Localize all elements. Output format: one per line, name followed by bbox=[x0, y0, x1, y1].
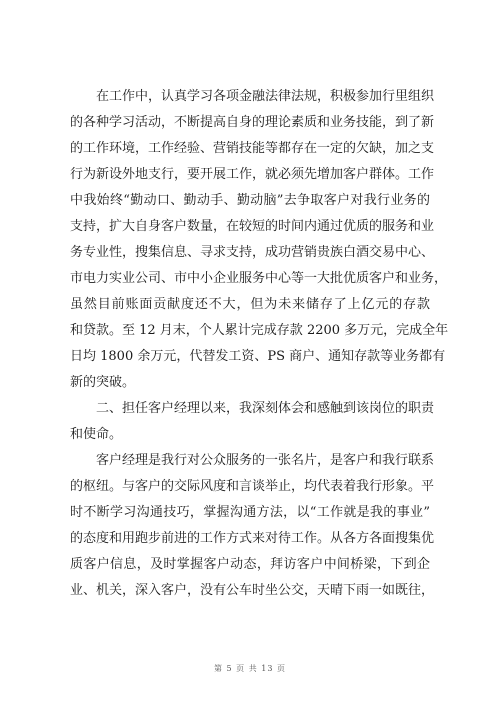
text-line: 质客户信息，及时掌握客户动态，拜访客户中间桥梁，下到企 bbox=[70, 557, 430, 572]
text-line: 行为新设外地支行，要开展工作，就必须先增加客户群体。工作 bbox=[70, 167, 435, 182]
paragraph-account-manager-role bbox=[70, 448, 435, 604]
text-line: 中我始终“勤动口、勤动手、勤动脑”去争取客户对我行业务的 bbox=[70, 193, 430, 208]
text-line: 日均 1800 余万元，代替发工资、PS 商户、通知存款等业务都有 bbox=[70, 349, 446, 364]
body-text bbox=[70, 84, 449, 604]
text-line: 和贷款。至 12 月末，个人累计完成存款 2200 多万元，完成全年 bbox=[70, 323, 449, 338]
text-line: 支持，扩大自身客户数量，在较短的时间内通过优质的服务和业 bbox=[70, 219, 435, 234]
paragraph-work-summary bbox=[70, 84, 449, 396]
paragraph-section-two-heading bbox=[70, 396, 435, 448]
text-line: 二、担任客户经理以来，我深刻体会和感触到该岗位的职责 bbox=[70, 401, 435, 416]
text-line: 业、机关，深入客户，没有公车时坐公交，天晴下雨一如既往， bbox=[70, 583, 435, 598]
text-line: 客户经理是我行对公众服务的一张名片，是客户和我行联系 bbox=[70, 453, 435, 468]
text-line: 市电力实业公司、市中小企业服务中心等一大批优质客户和业务， bbox=[70, 271, 448, 286]
text-line: 虽然目前账面贡献度还不大，但为未来储存了上亿元的存款 bbox=[70, 297, 430, 312]
text-line: 的各种学习活动，不断提高自身的理论素质和业务技能，到了新 bbox=[70, 115, 435, 130]
page-number-footer: 第 5 页 共 13 页 bbox=[214, 664, 286, 673]
text-line: 的态度和用跑步前进的工作方式来对待工作。从各方各面搜集优 bbox=[70, 531, 435, 546]
text-line: 新的突破。 bbox=[70, 375, 136, 390]
text-line: 务专业性，搜集信息、寻求支持，成功营销贵族白酒交易中心、 bbox=[70, 245, 435, 260]
text-line: 和使命。 bbox=[70, 427, 123, 442]
text-line: 的枢纽。与客户的交际风度和言谈举止，均代表着我行形象。平 bbox=[70, 479, 435, 494]
text-line: 在工作中，认真学习各项金融法律法规，积极参加行里组织 bbox=[70, 89, 435, 104]
text-line: 的工作环境，工作经验、营销技能等都存在一定的欠缺，加之支 bbox=[70, 141, 435, 156]
text-line: 时不断学习沟通技巧，掌握沟通方法，以“工作就是我的事业” bbox=[70, 505, 430, 520]
